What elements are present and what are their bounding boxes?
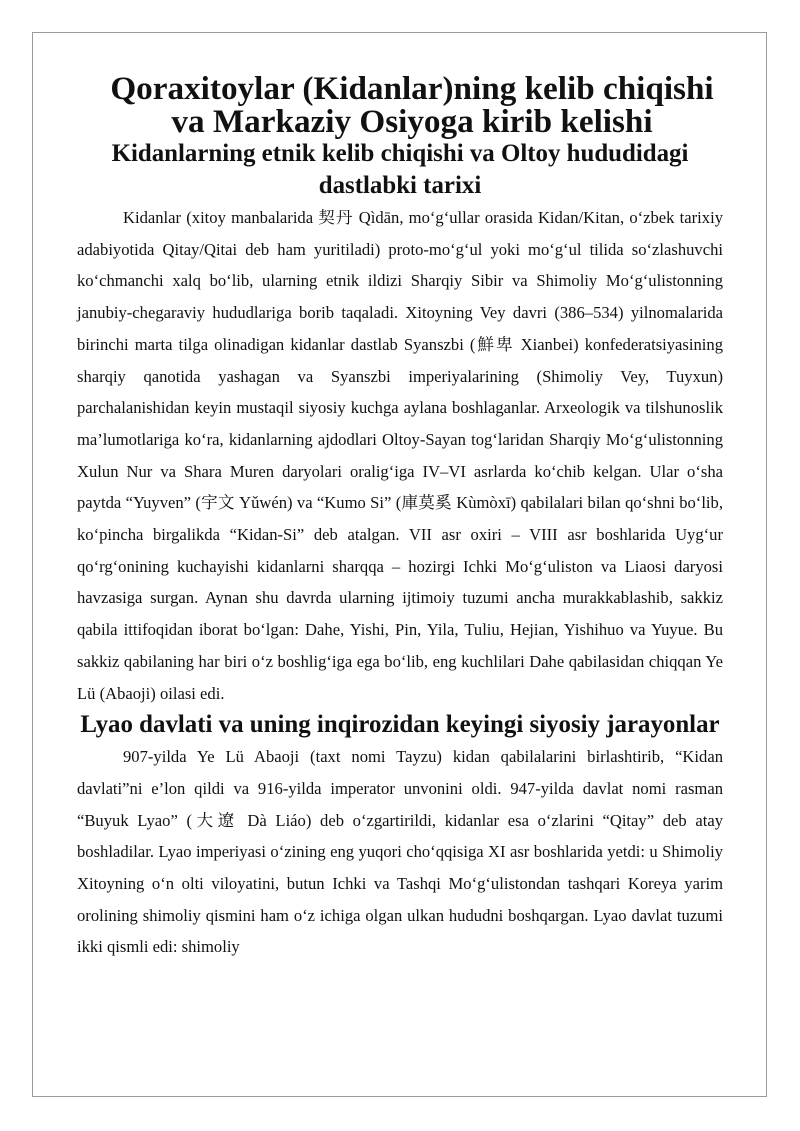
document-body bbox=[77, 72, 723, 963]
section-heading: Kidanlarning etnik kelib chiqishi va Oltoy hududidagi dastlabki tarixi bbox=[111, 140, 689, 199]
document-title: Qoraxitoylar (Kidanlar)ning kelib chiqishi va Markaziy Osiyoga kirib kelishi bbox=[110, 70, 714, 140]
section-heading: Lyao davlati va uning inqirozidan keyingi siyosiy jarayonlar bbox=[80, 711, 720, 739]
section-paragraph: Kidanlar (xitoy manbalarida 契丹 Qìdān, mo‘g‘ullar orasida Kidan/Kitan, o‘zbek tarixiy adabiyotida Qitay/Qitai deb ham yuritiladi) proto-mo‘g‘ul yoki mo‘g‘ul tilida so‘zlashuvchi ko‘chmanchi xalq bo‘lib, ularning etnik ildizi Sharqiy Sibir va Shimoliy Mo‘g‘ulistonning janubiy-chegaraviy hududlariga borib taqaladi. Xitoyning Vey davri (386–534) yilnomalarida birinchi marta tilga olinadigan kidanlar dastlab Syanszbi (鮮卑 Xianbei) konfederatsiyasining sharqiy qanotida yashagan va Syanszbi imperiyalarining (Shimoliy Vey, Tuyxun) parchalanishidan keyin mustaqil siyosiy kuchga aylana boshlaganlar. Arxeologik va tilshunoslik ma’lumotlariga ko‘ra, kidanlarning ajdodlari Oltoy-Sayan tog‘laridan Sharqiy Mo‘g‘ulistonning Xulun Nur va Shara Muren daryolari oralig‘iga IV–VI asrlarda ko‘chib kelgan. Ular o‘sha paytda “Yuyven” (宇文 Yǔwén) va “Kumo Si” (庫莫奚 Kùmòxī) qabilalari bilan qo‘shni bo‘lib, ko‘pincha birgalikda “Kidan-Si” deb atalgan. VII asr oxiri – VIII asr boshlarida Uyg‘ur qo‘rg‘onining kuchayishi kidanlarni sharqqa – hozirgi Ichki Mo‘g‘uliston va Liaosi daryosi havzasiga surgan. Aynan shu davrda ularning ijtimoiy tuzumi ancha murakkablashib, sakkiz qabila ittifoqidan iborat bo‘lgan: Dahe, Yishi, Pin, Yila, Tuliu, Hejian, Yishihuo va Yuyue. Bu sakkiz qabilaning har biri o‘z boshlig‘iga ega bo‘lib, eng kuchlilari Dahe qabilasidan chiqqan Ye Lü (Abaoji) oilasi edi. bbox=[77, 208, 723, 703]
section-paragraph: 907-yilda Ye Lü Abaoji (taxt nomi Tayzu) kidan qabilalarini birlashtirib, “Kidan davlati”ni e’lon qildi va 916-yilda imperator unvonini oldi. 947-yilda davlat nomi rasman “Buyuk Lyao” (大遼 Dà Liáo) deb o‘zgartirildi, kidanlar esa o‘zlarini “Qitay” deb atay boshladilar. Lyao imperiyasi o‘zining eng yuqori cho‘qqisiga XI asr boshlarida yetdi: u Shimoliy Xitoyning o‘n olti viloyatini, butun Ichki va Tashqi Mo‘g‘ulistondan tashqari Koreya yarim orolining shimoliy qismini ham o‘z ichiga olgan ulkan hududni boshqargan. Lyao davlat tuzumi ikki qismli edi: shimoliy bbox=[77, 747, 723, 957]
